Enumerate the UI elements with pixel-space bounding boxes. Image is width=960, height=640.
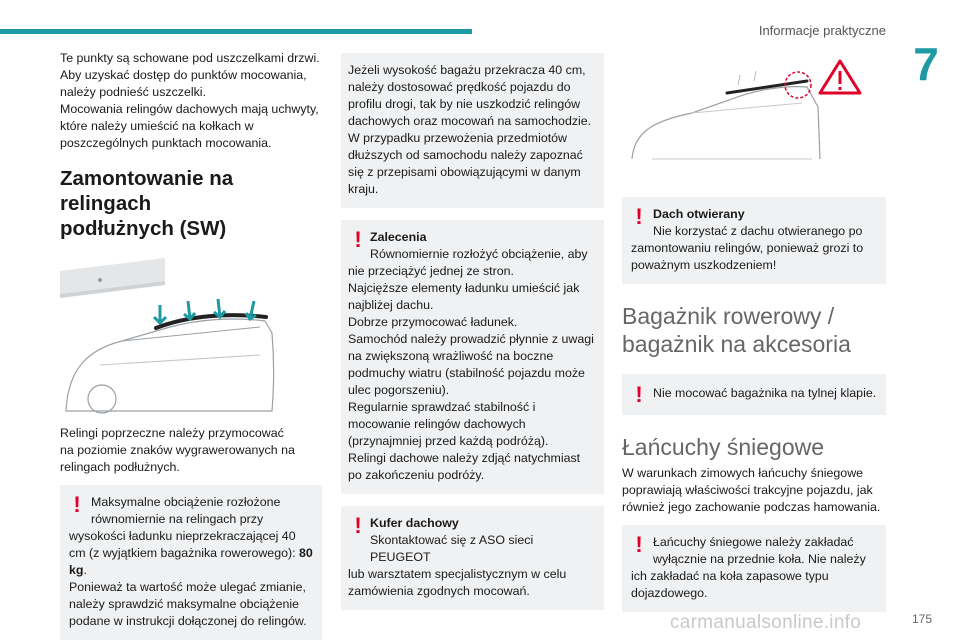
intro-paragraph: Te punkty są schowane pod uszczelkami drzwi. Aby uzyskać dostęp do punktów mocowania, należy podnieść uszczelki. Mocowania relingów dachowych mają uchwyty, które należy umieścić na kołkach w poszczególnych punktach mocowania. [60, 51, 320, 150]
warning-icon: ! [354, 227, 362, 252]
snow-chains-text: W warunkach zimowych łańcuchy śniegowe poprawiają właściwości trakcyjne pojazdu, jak również jego zachowanie podczas hamowania. [622, 466, 881, 514]
section-title: Informacje praktyczne [758, 23, 886, 38]
column-2 [341, 53, 604, 610]
speed-note-box [341, 53, 604, 208]
header-accent-bar [0, 29, 472, 34]
rails-caption: Relingi poprzeczne należy przymocować na poziomie znaków wygrawerowanych na relingach podłużnych. [60, 426, 295, 474]
warning-icon: ! [635, 532, 643, 557]
recommendations-text: nie przeciążyć jednej ze stron. Najcięższe elementy ładunku umieścić jak najbliżej dachu. Dobrze przymocować ładunek. Samochód należy prowadzić płynnie z uwagi na zwiększoną wrażliwość na boczne podmuchy wiatru (stabilność pojazdu może ulec pogorszeniu). Regularnie sprawdzać stabilność i mocowanie relingów dachowych (przynajmniej przed każdą podróżą). Relingi dachowe należy zdjąć natychmiast po zakończeniu podróży. [348, 264, 594, 482]
column-1 [60, 50, 322, 640]
snow-chains-warning [622, 525, 886, 612]
roof-box-text: lub warsztatem specjalistycznym w celu zamówienia zgodnych mocowań. [348, 567, 567, 598]
warning-icon: ! [73, 492, 81, 517]
sunroof-warning [622, 197, 886, 284]
chapter-number: 7 [913, 38, 939, 90]
sunroof-lead: Nie korzystać z dachu otwieranego po [653, 224, 863, 238]
sunroof-title: Dach otwierany [653, 207, 745, 221]
roof-box-title: Kufer dachowy [370, 516, 459, 530]
bike-carrier-heading: Bagażnik rowerowy / bagażnik na akcesoria [622, 303, 851, 357]
speed-note-text: Jeżeli wysokość bagażu przekracza 40 cm, należy dostosować prędkość pojazdu do profilu drogi, tak by nie uszkodzić relingów dachowych oraz mocowań na samochodzie. W przypadku przewożenia przedmiotów dłuższych od samochodu należy zapoznać się z przepisami obowiązującymi w danym kraju. [348, 63, 592, 196]
column-3 [622, 55, 886, 612]
snow-chains-heading: Łańcuchy śniegowe [622, 434, 825, 460]
recommendations-title: Zalecenia [370, 230, 427, 244]
max-load-warning-lead: Maksymalne obciążenie rozłożone równomiernie na relingach przy [91, 495, 281, 526]
warning-icon: ! [635, 382, 643, 407]
snow-chains-warning-text: ich zakładać na koła zapasowe typu dojazdowego. [631, 569, 829, 600]
max-load-warning [60, 485, 322, 640]
recommendations-warning [341, 220, 604, 494]
recommendations-lead: Równomiernie rozłożyć obciążenie, aby [370, 247, 588, 261]
snow-chains-warning-lead: Łańcuchy śniegowe należy zakładać wyłącznie na przednie koła. Nie należy [653, 535, 866, 566]
watermark: carmanualsonline.info [670, 612, 862, 633]
warning-icon: ! [354, 513, 362, 538]
roof-box-lead: Skontaktować się z ASO sieci PEUGEOT [370, 533, 534, 564]
warning-icon: ! [635, 204, 643, 229]
roof-box-warning [341, 506, 604, 610]
bike-carrier-warning-text: Nie mocować bagażnika na tylnej klapie. [653, 386, 877, 400]
roof-rails-illustration [60, 257, 322, 417]
page-number: 175 [912, 612, 933, 626]
bike-carrier-warning [622, 374, 886, 415]
max-load-warning-text: wysokości ładunku nieprzekraczającej 40 cm (z wyjątkiem bagażnika rowerowego): 80 kg. Ponieważ ta wartość może ulegać zmianie, należy sprawdzić maksymalne obciążenie podane w instrukcji dołączonej do relingów. [69, 529, 313, 628]
sunroof-text: zamontowaniu relingów, ponieważ grozi to poważnym uszkodzeniem! [631, 241, 864, 272]
sunroof-illustration [622, 55, 886, 185]
sw-rails-heading: Zamontowanie na relingach podłużnych (SW) [60, 167, 234, 240]
